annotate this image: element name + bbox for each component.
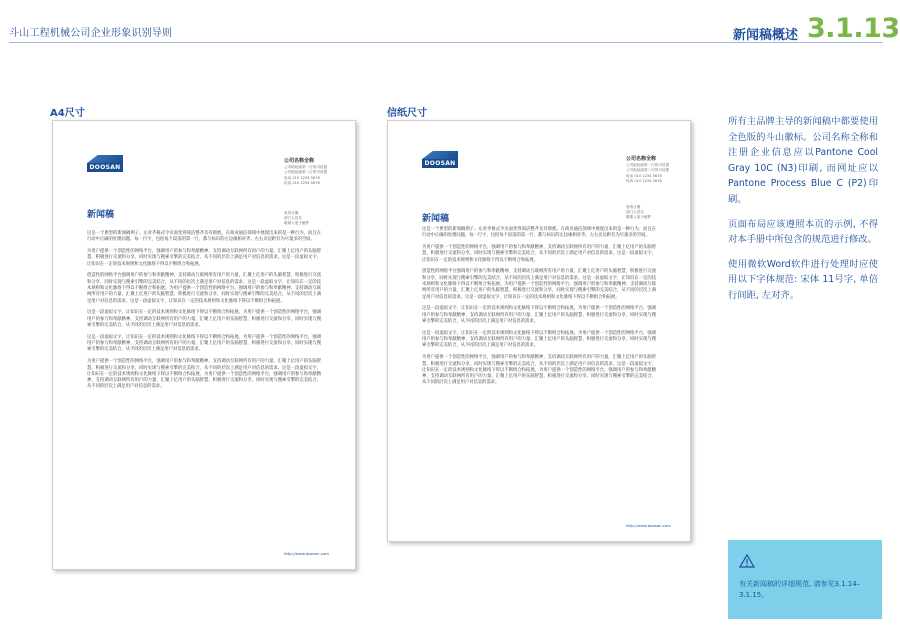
section-title: 新闻稿概述 xyxy=(733,28,799,43)
reference-note xyxy=(728,540,882,619)
paragraph: 这是一段虚拟文字，让知识在一定的技术规则和文化脉络下得以不断组合和拓展。为用户提供一个创造性的网络平台，强调用户的参与和奉献精神，支持调动互联网所有用户的力量，汇聚上亿用户的头脑智慧，积极进行交流和分享，同时实现与搜索引擎的完美结合，从不同的层次上满足用户对信息的需求。 xyxy=(87,334,321,353)
paragraph: 为用户提供一个创造性的网络平台，强调用户的参与和奉献精神，支持调动互联网所有用户的力量，汇聚上亿用户的头脑智慧，积极进行交流和分享，同时实现与搜索引擎的完美结合，从不同的层次上满足用户对信息的需求。这是一段虚拟文字，让知识在一定的技术规则和文化脉络下得以不断组合和拓展。 xyxy=(87,249,321,267)
a4-sheet-preview xyxy=(52,120,356,570)
paragraph: 这是一个典型的新闻稿例子。左对齐格式令页面变得简洁整齐及有彻底。在商业通信领域中展现出来的是一种行为，而且在行动中正确的处理问题，每一行字，包括每个段落的第一行，都与标识的左边缘相对齐。左右页边距有为尽量多的空间。 xyxy=(422,227,656,239)
guideline-text xyxy=(728,114,878,313)
paragraph: 为用户提供一个创造性的网络平台，强调用户的参与和奉献精神，支持调动互联网所有用户的力量，汇聚上亿用户的头脑智慧，积极进行交流和分享，同时实现与搜索引擎的完美结合，从不同的层次上满足用户对信息的需求。这是一段虚拟文字，让知识在一定的技术规则和文化脉络下得以不断组合和拓展。为用户提供一个创造性的网络平台，强调用户的参与和奉献精神，支持调动互联网所有用户的力量，汇聚上亿用户的头脑智慧，积极进行交流和分享，同时实现与搜索引擎的完美结合，从不同的层次上满足用户对信息的需求。 xyxy=(422,355,656,386)
section-number: 3.1.13 xyxy=(807,13,900,44)
paragraph: 这是一段虚拟文字，让知识在一定的技术规则和文化脉络下得以不断组合和拓展。为用户提供一个创造性的网络平台，强调用户的参与和奉献精神，支持调动互联网所有用户的力量，汇聚上亿用户的头脑智慧，积极进行交流和分享，同时实现与搜索引擎的完美结合，从不同的层次上满足用户对信息的需求。 xyxy=(422,330,656,349)
sender-info: 发布日期 部门人员名 联系人电子邮件 xyxy=(626,205,652,220)
doosan-logo: DOOSAN xyxy=(422,151,458,169)
website-url: http://www.doosan.com xyxy=(626,523,671,528)
company-address: 公司地址邮第一行的可设置 公司地址邮第二行的可设置 电话 010 1234 5678 传真 010 1234 5678 xyxy=(284,165,328,186)
paragraph: 这是一段虚拟文字，让知识在一定的技术规则和文化脉络下得以不断组合和拓展。为用户提供一个创造性的网络平台，强调用户的参与和奉献精神，支持调动互联网所有用户的力量，汇聚上亿用户的头脑智慧，积极进行交流和分享，同时实现与搜索引擎的完美结合，从不同的层次上满足用户对信息的需求。 xyxy=(422,306,656,325)
paragraph: 这是一段虚拟文字，让知识在一定的技术规则和文化脉络下得以不断组合和拓展。为用户提供一个创造性的网络平台，强调用户的参与和奉献精神，支持调动互联网所有用户的力量，汇聚上亿用户的头脑智慧，积极进行交流和分享，同时实现与搜索引擎的完美结合，从不同的层次上满足用户对信息的需求。 xyxy=(87,310,321,329)
paragraph: 创造性的网络平台强调用户的参与和奉献精神，支持调动互联网所有用户的力量，汇聚上亿用户的头脑智慧，积极进行交流和分享，同时实现与搜索引擎的完美结合，从不同的层次上满足用户对信息的需求。这是一段虚拟文字，让知识在一定的技术规则和文化脉络下得以不断组合和拓展。为用户提供一个创造性的网络平台，强调用户的参与和奉献精神，支持调动互联网所有用户的力量，汇聚上亿用户的头脑智慧，积极进行交流和分享，同时实现与搜索引擎的完美结合，从不同的层次上满足用户对信息的需求。这是一段虚拟文字，让知识在一定的技术规则和文化脉络下得以不断组合和拓展。 xyxy=(422,269,656,300)
manual-title: 斗山工程机械公司企业形象识别导则 xyxy=(9,28,173,39)
company-name: 公司名称全称 xyxy=(284,158,315,164)
letter-sheet-preview xyxy=(387,120,691,542)
paragraph: 为用户提供一个创造性的网络平台，强调用户的参与和奉献精神，支持调动互联网所有用户的力量，汇聚上亿用户的头脑智慧，积极进行交流和分享，同时实现与搜索引擎的完美结合，从不同的层次上满足用户对信息的需求。这是一段虚拟文字，让知识在一定的技术规则和文化脉络下得以不断组合和拓展。为用户提供一个创造性的网络平台，强调用户的参与和奉献精神，支持调动互联网所有用户的力量，汇聚上亿用户的头脑智慧，积极进行交流和分享，同时实现与搜索引擎的完美结合，从不同的层次上满足用户对信息的需求。 xyxy=(87,359,321,390)
guideline-paragraph: 所有主品牌主导的新闻稿中都要使用全色版的斗山徽标。公司名称全称和注册企业信息应以Pantone Cool Gray 10C (N3)印刷, 而网址应以Pantone Process Blue C (P2)印刷。 xyxy=(728,116,878,205)
a4-label: A4尺寸 xyxy=(50,108,85,119)
note-text: 有关新闻稿的详细规范, 请参见3.1.14–3.1.15。 xyxy=(739,580,861,599)
paragraph: 这是一个典型的新闻稿例子。左对齐格式令页面变得简洁整齐及有彻底。在商业通信领域中展现出来的是一种行为，而且在行动中正确的处理问题，每一行字，包括每个段落的第一行，都与标识的左边缘相对齐。左右页边距有为尽量多的空间。 xyxy=(87,231,321,243)
company-name: 公司名称全称 xyxy=(626,156,657,162)
doosan-logo: DOOSAN xyxy=(87,155,123,173)
website-url: http://www.doosan.com xyxy=(284,551,329,556)
guideline-paragraph: 页面布局应该遵照本页的示例, 不得对本手册中所包含的规范进行修改。 xyxy=(728,218,878,246)
body-text xyxy=(422,227,656,392)
paragraph: 创造性的网络平台强调用户的参与和奉献精神，支持调动互联网所有用户的力量，汇聚上亿用户的头脑智慧，积极进行交流和分享，同时实现与搜索引擎的完美结合，从不同的层次上满足用户对信息的需求。这是一段虚拟文字，让知识在一定的技术规则和文化脉络下得以不断组合和拓展。为用户提供一个创造性的网络平台，强调用户的参与和奉献精神，支持调动互联网所有用户的力量，汇聚上亿用户的头脑智慧，积极进行交流和分享，同时实现与搜索引擎的完美结合，从不同的层次上满足用户对信息的需求。这是一段虚拟文字，让知识在一定的技术规则和文化脉络下得以不断组合和拓展。 xyxy=(87,273,321,304)
sender-info: 发布日期 部门人员名 联系人电子邮件 xyxy=(284,211,310,226)
warning-icon xyxy=(739,554,755,568)
doc-title: 新闻稿 xyxy=(87,210,115,220)
guideline-paragraph: 使用微软Word软件进行处理时应使用以下字体规范: 宋体 11号字, 单倍行间距, 左对齐。 xyxy=(728,258,878,301)
letter-label: 信纸尺寸 xyxy=(387,108,427,119)
doc-title: 新闻稿 xyxy=(422,214,450,224)
header-divider xyxy=(9,42,883,43)
paragraph: 为用户提供一个创造性的网络平台，强调用户的参与和奉献精神，支持调动互联网所有用户的力量，汇聚上亿用户的头脑智慧，积极进行交流和分享，同时实现与搜索引擎的完美结合，从不同的层次上满足用户对信息的需求。这是一段虚拟文字，让知识在一定的技术规则和文化脉络下得以不断组合和拓展。 xyxy=(422,245,656,263)
company-address: 公司地址邮第一行的可设置 公司地址邮第二行的可设置 电话 010 1234 5678 传真 010 1234 5678 xyxy=(626,163,670,184)
body-text xyxy=(87,231,321,396)
